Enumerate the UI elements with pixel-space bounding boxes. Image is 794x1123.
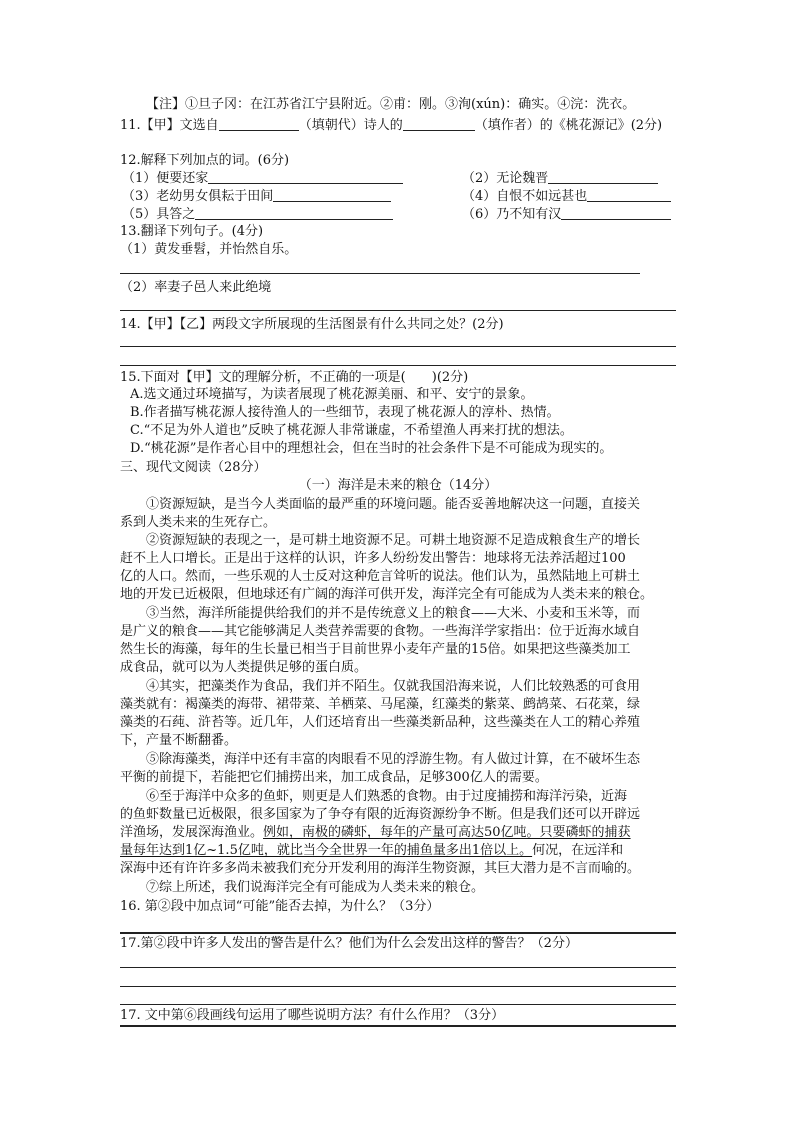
p1-line-2: 系到人类未来的生死存亡。	[120, 515, 277, 530]
q12-item-2-blank[interactable]	[548, 170, 658, 184]
q14-answer-line-1[interactable]	[120, 346, 676, 347]
p2-line-1: ②资源短缺的表现之一，是可耕土地资源不足。可耕土地资源不足造成粮食生产的增长	[146, 533, 641, 548]
q17a-answer-line-2[interactable]	[120, 986, 676, 987]
q13-sentence-2: （2）率妻子邑人来此绝境	[120, 280, 272, 295]
p6-line-4	[120, 842, 676, 860]
p3-line-2: 是广义的粮食——其它能够满足人类营养需要的食物。一些海洋学家指出：位于近海水域自	[120, 624, 641, 639]
question-15-title: 15.下面对【甲】文的理解分析，不正确的一项是( )(2分)	[120, 370, 469, 385]
q13-answer-line-2[interactable]	[120, 310, 676, 311]
q12-item-5-blank[interactable]	[195, 206, 393, 220]
q12-item-3-text: （3）老幼男女俱耘于田间	[122, 189, 274, 204]
q12-item-1-blank[interactable]	[208, 170, 403, 184]
q14-answer-line-2[interactable]	[120, 365, 676, 366]
p2-line-2: 赶不上人口增长。正是出于这样的认识，许多人纷纷发出警告：地球将无法养活超过100	[120, 551, 626, 566]
q17a-answer-line-1[interactable]	[120, 967, 676, 968]
q12-item-1-text: （1）便要还家	[122, 171, 209, 186]
q13-answer-line-1[interactable]	[120, 273, 640, 274]
question-13-title: 13.翻译下列句子。(4分)	[120, 224, 264, 239]
q11-prefix: 11.【甲】文选自	[120, 118, 219, 133]
p6-underlined-sentence-2: 量每年达到1亿~1.5亿吨，就比当今全世界一年的捕鱼量多出1倍以上。	[120, 843, 533, 858]
question-16: 16. 第②段中加点词“可能”能否去掉，为什么？（3分）	[120, 899, 440, 914]
q15-option-b: B.作者描写桃花源人接待渔人的一些细节，表现了桃花源人的淳朴、热情。	[130, 405, 560, 420]
p6-line-3-plain: 洋渔场，发展深海渔业。	[120, 825, 264, 840]
q12-item-5-text: （5）具答之	[122, 207, 196, 222]
p3-line-4: 成食品，就可以为人类提供足够的蛋白质。	[120, 660, 368, 675]
p3-line-1: ③当然，海洋所能提供给我们的并不是传统意义上的粮食——大米、小麦和玉米等，而	[146, 606, 641, 621]
q11-mid1: （填朝代）诗人的	[298, 118, 403, 133]
q12-item-6	[462, 206, 671, 224]
p4-line-3: 藻类的石莼、浒苔等。近几年，人们还培育出一些藻类新品种，这些藻类在人工的精心养殖	[120, 715, 641, 730]
question-11	[120, 117, 676, 135]
p1-line-1: ①资源短缺，是当今人类面临的最严重的环境问题。能否妥善地解决这一问题，直接关	[146, 497, 641, 512]
q12-item-6-text: （6）乃不知有汉	[462, 207, 562, 222]
q11-mid2: （填作者）的《桃花源记》(2分)	[474, 118, 663, 133]
annotation-note: 【注】①旦子冈：在江苏省江宁县附近。②甫：刚。③洵(xún)：确实。④浣：洗衣。	[146, 97, 636, 112]
q12-item-1	[122, 170, 403, 188]
q12-item-2-text: （2）无论魏晋	[462, 171, 549, 186]
p6-line-2: 的鱼虾数量已近极限，很多国家为了争夺有限的近海资源纷争不断。但是我们还可以开辟远	[120, 807, 641, 822]
p6-underlined-sentence-1: 例如，南极的磷虾，每年的产量可高达50亿吨。只要磷虾的捕获	[263, 825, 631, 840]
q13-sentence-1: （1）黄发垂髫，并怡然自乐。	[120, 242, 298, 257]
q15-option-a: A.选文通过环境描写，为读者展现了桃花源美丽、和平、安宁的景象。	[130, 387, 534, 402]
p3-line-3: 然生长的海藻，每年的生长量已相当于目前世界小麦年产量的15倍。如果把这些藻类加工	[120, 642, 631, 657]
q12-item-3-blank[interactable]	[273, 188, 391, 202]
q11-blank-dynasty[interactable]	[219, 117, 299, 131]
question-17a: 17.第②段中许多人发出的警告是什么？他们为什么会发出这样的警告？（2分）	[120, 936, 578, 951]
q12-item-4	[462, 188, 671, 206]
p6-line-1: ⑥至于海洋中众多的鱼虾，则更是人们熟悉的食物。由于过度捕捞和海洋污染，近海	[146, 789, 628, 804]
p6-line-4-plain: 何况，在远洋和	[532, 843, 624, 858]
p4-line-2: 藻类就有：褐藻类的海带、裙带菜、羊栖菜、马尾藻，红藻类的紫菜、鹧鸪菜、石花菜，绿	[120, 697, 641, 712]
p6-line-5: 深海中还有许许多多尚未被我们充分开发利用的海洋生物资源，其巨大潜力是不言而喻的。	[120, 861, 641, 876]
p5-line-1: ⑤除海藻类，海洋中还有丰富的肉眼看不见的浮游生物。有人做过计算，在不破坏生态	[146, 752, 641, 767]
p6-line-3	[120, 824, 676, 842]
q12-item-3	[122, 188, 391, 206]
q11-blank-author[interactable]	[403, 117, 475, 131]
p5-line-2: 平衡的前提下，若能把它们捕捞出来，加工成食品，足够300亿人的需要。	[120, 770, 548, 785]
p2-line-4: 地的开发已近极限，但地球还有广阔的海洋可供开发，海洋完全有可能成为人类未来的粮仓。	[120, 587, 654, 602]
p7-line-1: ⑦综上所述，我们说海洋完全有可能成为人类未来的粮仓。	[146, 880, 485, 895]
question-17b: 17. 文中第⑥段画线句运用了哪些说明方法？有什么作用？（3分）	[120, 1008, 505, 1023]
p4-line-1: ④其实，把藻类作为食品，我们并不陌生。仅就我国沿海来说，人们比较熟悉的可食用	[146, 679, 641, 694]
q12-item-6-blank[interactable]	[561, 206, 671, 220]
q17b-answer-line[interactable]	[120, 1025, 676, 1027]
q17a-answer-line-3[interactable]	[120, 1004, 676, 1005]
q12-item-4-blank[interactable]	[587, 188, 671, 202]
p4-line-4: 下，产量不断翻番。	[120, 733, 238, 748]
question-12-title: 12.解释下列加点的词。(6分)	[120, 153, 290, 168]
q15-option-c: C.“不足为外人道也”反映了桃花源人非常谦虚，不希望渔人再来打扰的想法。	[130, 423, 573, 438]
q12-item-2	[462, 170, 658, 188]
q12-item-5	[122, 206, 393, 224]
q15-option-d: D.“桃花源”是作者心目中的理想社会，但在当时的社会条件下是不可能成为现实的。	[130, 441, 613, 456]
section-3-heading: 三、现代文阅读（28分）	[120, 460, 267, 475]
passage-title: （一）海洋是未来的粮仓（14分）	[298, 478, 498, 493]
p2-line-3: 亿的人口。然而，一些乐观的人士反对这种危言耸听的说法。他们认为，虽然陆地上可耕土	[120, 569, 641, 584]
q12-item-4-text: （4）自恨不如远甚也	[462, 189, 588, 204]
q16-answer-line[interactable]	[120, 932, 676, 934]
question-14: 14.【甲】【乙】两段文字所展现的生活图景有什么共同之处？(2分)	[120, 317, 504, 332]
